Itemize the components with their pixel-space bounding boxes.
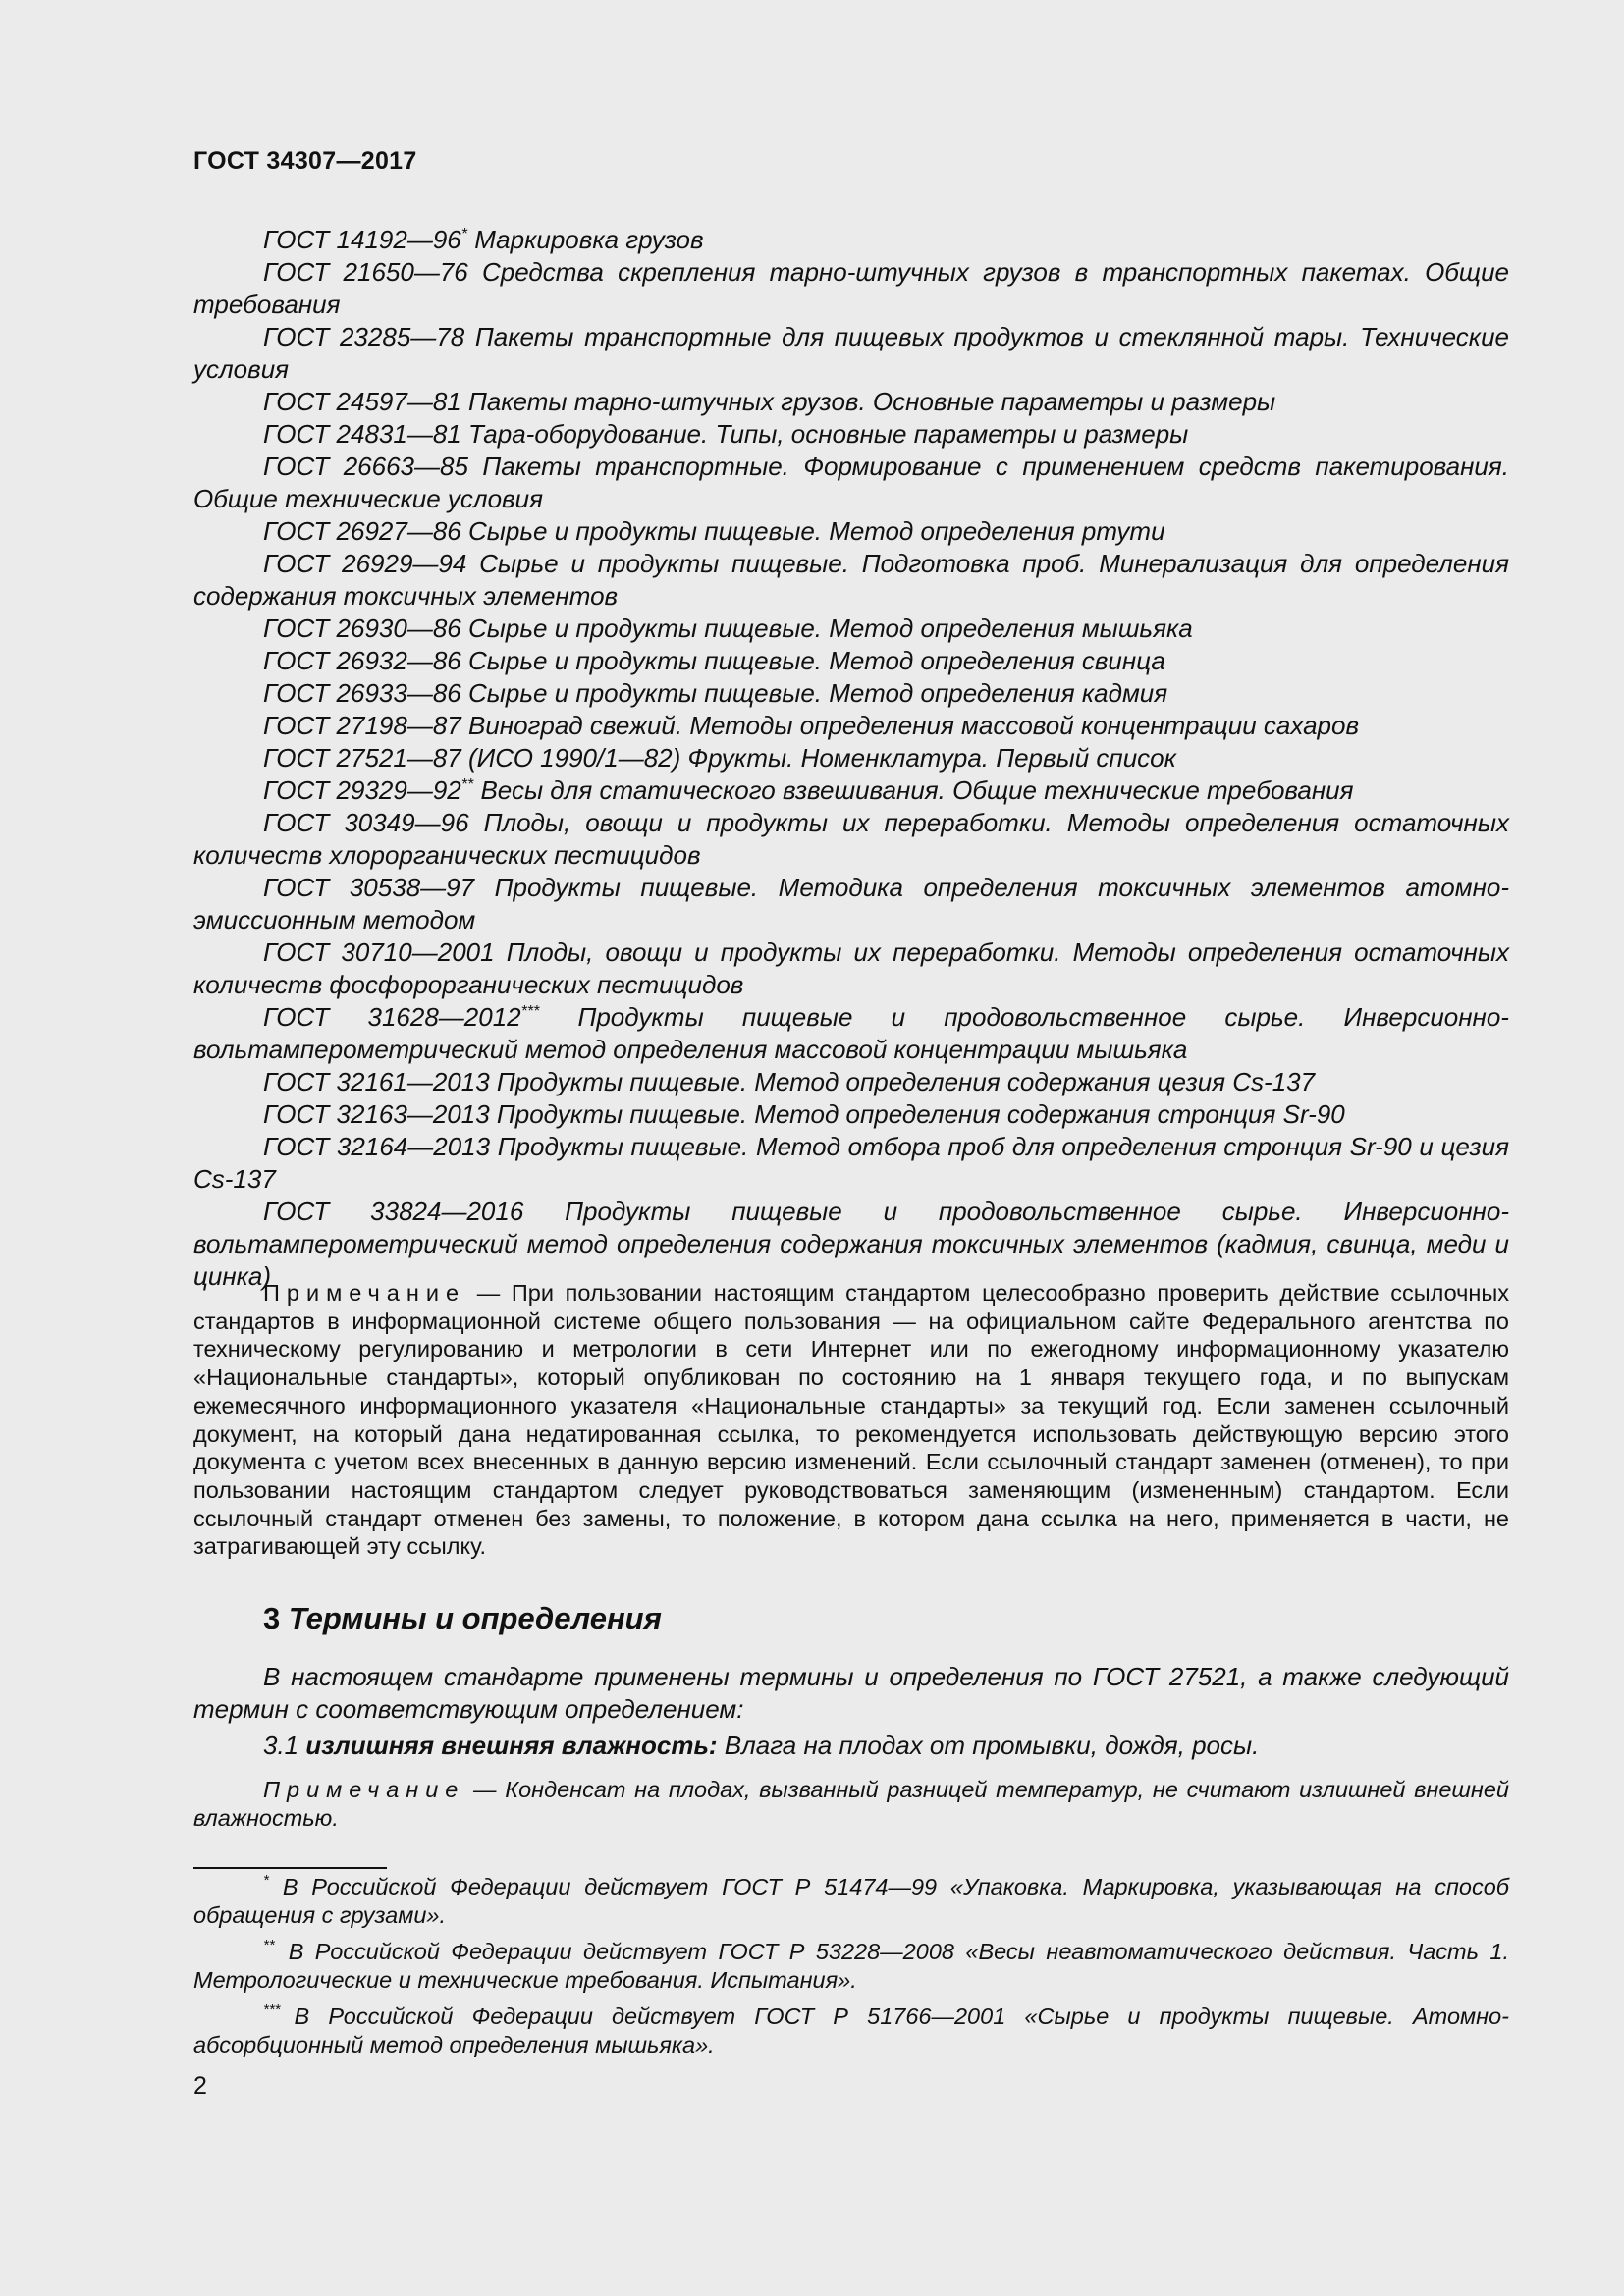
reference-item: ГОСТ 26929—94 Сырье и продукты пищевые. Подготовка проб. Минерализация для определения содержания токсичных элементов xyxy=(193,549,1509,611)
reference-item: ГОСТ 26933—86 Сырье и продукты пищевые. Метод определения кадмия xyxy=(263,678,1168,708)
reference-item: ГОСТ 26932—86 Сырье и продукты пищевые. Метод определения свинца xyxy=(263,646,1165,675)
term-note: Примечание — Конденсат на плодах, вызванный разницей температур, не считают излишней внешней влажностью. xyxy=(193,1777,1510,1831)
reference-item: ГОСТ 32163—2013 Продукты пищевые. Метод определения содержания стронция Sr-90 xyxy=(263,1099,1345,1129)
footnote-item: *** В Российской Федерации действует ГОСТ Р 51766—2001 «Сырье и продукты пищевые. Атомно-абсорбционный метод определения мышьяка». xyxy=(193,2002,1509,2057)
footnotes xyxy=(193,1873,1509,2067)
reference-item: ГОСТ 30538—97 Продукты пищевые. Методика определения токсичных элементов атомно-эмиссионным методом xyxy=(193,873,1509,934)
term-text: Влага на плодах от промывки, дождя, росы. xyxy=(724,1731,1260,1760)
term-definition: 3.1 излишняя внешняя влажность: Влага на плодах от промывки, дождя, росы. xyxy=(263,1731,1260,1760)
reference-item: ГОСТ 29329—92** Весы для статического взвешивания. Общие технические требования xyxy=(263,775,1354,805)
reference-item: ГОСТ 32161—2013 Продукты пищевые. Метод определения содержания цезия Cs-137 xyxy=(263,1067,1316,1096)
note-label: Примечание xyxy=(263,1280,466,1306)
reference-item: ГОСТ 30349—96 Плоды, овощи и продукты их переработки. Методы определения остаточных количеств хлорорганических пестицидов xyxy=(193,808,1509,870)
reference-item: ГОСТ 21650—76 Средства скрепления тарно-штучных грузов в транспортных пакетах. Общие требования xyxy=(193,257,1509,319)
page-number: 2 xyxy=(193,2072,207,2100)
section-heading: 3 Термины и определения xyxy=(263,1601,662,1635)
document-page xyxy=(193,0,1509,2296)
normative-references-list xyxy=(193,224,1509,1293)
reference-item: ГОСТ 26663—85 Пакеты транспортные. Формирование с применением средств пакетирования. Общие технические условия xyxy=(193,452,1509,513)
note-text: При пользовании настоящим стандартом целесообразно проверить действие ссылочных стандартов в информационной системе общего пользования — на официальном сайте Федерального агентства по техническому регулированию и метрологии в сети Интернет или по ежегодному информационному указателю «Национальные стандарты», который опубликован по состоянию на 1 января текущего года, и по выпускам ежемесячного информационного указателя «Национальные стандарты» за текущий год. Если заменен ссылочный документ, на который дана недатированная ссылка, то рекомендуется использовать действующую версию этого документа с учетом всех внесенных в данную версию изменений. Если ссылочный стандарт заменен (отменен), то при пользовании настоящим стандартом следует руководствоваться заменяющим (измененным) стандартом. Если ссылочный стандарт отменен без замены, то положение, в котором дана ссылка на него, применяется в части, не затрагивающей эту ссылку. xyxy=(193,1280,1509,1560)
footnote-item: * В Российской Федерации действует ГОСТ Р 51474—99 «Упаковка. Маркировка, указывающая на способ обращения с грузами». xyxy=(193,1872,1509,1928)
reference-item: ГОСТ 26927—86 Сырье и продукты пищевые. Метод определения ртути xyxy=(263,516,1165,546)
reference-item: ГОСТ 30710—2001 Плоды, овощи и продукты их переработки. Методы определения остаточных количеств фосфорорганических пестицидов xyxy=(193,937,1509,999)
footnote-item: ** В Российской Федерации действует ГОСТ Р 53228—2008 «Весы неавтоматического действия. Часть 1. Метрологические и технические требования. Испытания». xyxy=(193,1937,1509,1993)
reference-item: ГОСТ 23285—78 Пакеты транспортные для пищевых продуктов и стеклянной тары. Технические условия xyxy=(193,322,1509,384)
reference-item: ГОСТ 27198—87 Виноград свежий. Методы определения массовой концентрации сахаров xyxy=(263,711,1360,740)
reference-item: ГОСТ 26930—86 Сырье и продукты пищевые. Метод определения мышьяка xyxy=(263,614,1193,643)
section-intro: В настоящем стандарте применены термины и определения по ГОСТ 27521, а также следующий термин с соответствующим определением: xyxy=(193,1662,1509,1724)
reference-item: ГОСТ 14192—96* Маркировка грузов xyxy=(263,225,704,254)
references-note: Примечание — При пользовании настоящим стандартом целесообразно проверить действие ссылочных стандартов в информационной системе общего пользования — на официальном сайте Федерального агентства по техническому регулированию и метрологии в сети Интернет или по ежегодному информационному указателю «Национальные стандарты», который опубликован по состоянию на 1 января текущего года, и по выпускам ежемесячного информационного указателя «Национальные стандарты» за текущий год. Если заменен ссылочный документ, на который дана недатированная ссылка, то рекомендуется использовать действующую версию этого документа с учетом всех внесенных в данную версию изменений. Если ссылочный стандарт заменен (отменен), то при пользовании настоящим стандартом следует руководствоваться заменяющим (измененным) стандартом. Если ссылочный стандарт отменен без замены, то положение, в котором дана ссылка на него, применяется в части, не затрагивающей эту ссылку. xyxy=(193,1280,1509,1560)
reference-item: ГОСТ 31628—2012*** Продукты пищевые и продовольственное сырье. Инверсионно-вольтамперометрический метод определения массовой концентрации мышьяка xyxy=(193,1002,1509,1064)
reference-item: ГОСТ 27521—87 (ИСО 1990/1—82) Фрукты. Номенклатура. Первый список xyxy=(263,743,1176,773)
reference-item: ГОСТ 32164—2013 Продукты пищевые. Метод отбора проб для определения стронция Sr-90 и цезия Cs-137 xyxy=(193,1132,1509,1194)
reference-item: ГОСТ 24831—81 Тара-оборудование. Типы, основные параметры и размеры xyxy=(263,419,1189,449)
term-name: излишняя внешняя влажность: xyxy=(305,1731,718,1760)
footnote-divider xyxy=(193,1867,387,1869)
reference-item: ГОСТ 33824—2016 Продукты пищевые и продовольственное сырье. Инверсионно-вольтамперометрический метод определения содержания токсичных элементов (кадмия, свинца, меди и цинка) xyxy=(193,1197,1509,1291)
document-header: ГОСТ 34307—2017 xyxy=(193,147,417,175)
reference-item: ГОСТ 24597—81 Пакеты тарно-штучных грузов. Основные параметры и размеры xyxy=(263,387,1276,416)
